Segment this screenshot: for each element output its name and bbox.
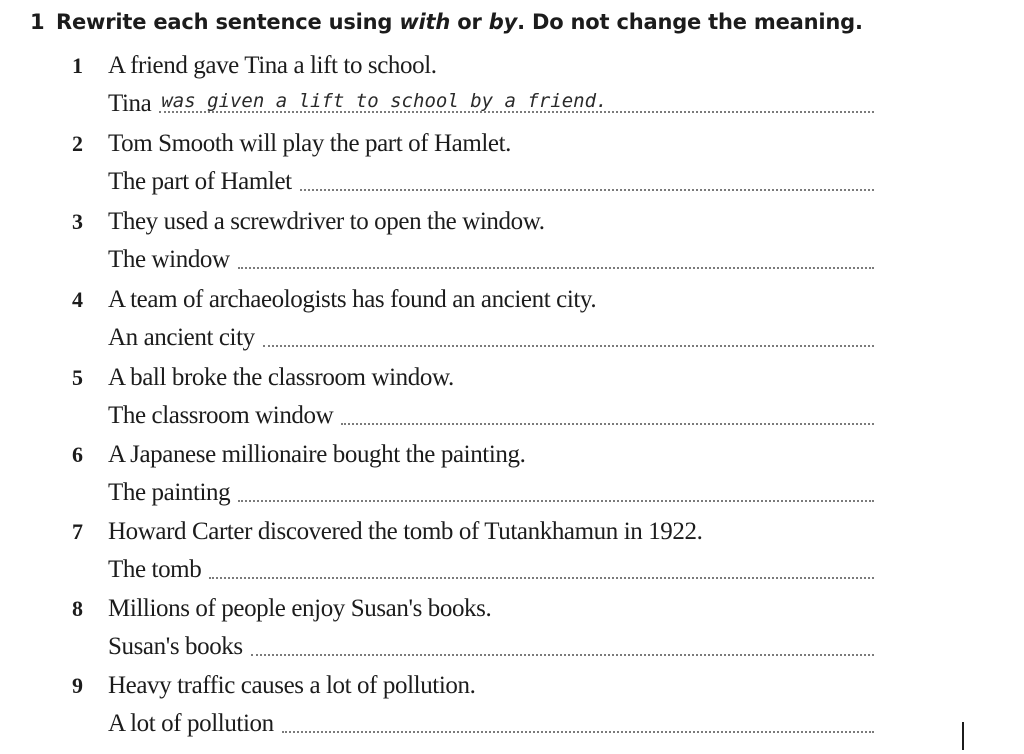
answer-blank[interactable] <box>282 717 874 733</box>
item-number: 8 <box>72 596 83 621</box>
exercise-item-1 <box>72 48 874 126</box>
item-question <box>72 48 437 84</box>
item-number: 7 <box>72 519 83 544</box>
instruction-text-1: Rewrite each sentence using <box>56 10 400 34</box>
answer-blank[interactable] <box>251 640 874 656</box>
item-number: 2 <box>72 131 83 156</box>
item-question <box>72 668 475 704</box>
item-stem: The tomb <box>108 556 202 583</box>
item-stem: An ancient city <box>108 324 255 351</box>
answer-blank[interactable] <box>238 253 874 269</box>
item-sentence: A friend gave Tina a lift to school. <box>108 52 437 79</box>
item-number: 1 <box>72 53 83 78</box>
item-stem: The part of Hamlet <box>108 168 292 195</box>
answer-blank[interactable] <box>341 409 874 425</box>
item-sentence: A ball broke the classroom window. <box>108 364 454 391</box>
item-answer-line <box>108 242 874 278</box>
exercise-item-7 <box>72 514 874 592</box>
instruction-text-2: or <box>450 10 489 34</box>
item-answer-line <box>108 164 874 200</box>
item-answer-line <box>108 706 874 742</box>
item-number: 4 <box>72 287 83 312</box>
instruction-word-with: with <box>399 10 451 34</box>
item-sentence: Howard Carter discovered the tomb of Tutankhamun in 1922. <box>108 518 703 545</box>
item-stem: Tina <box>108 90 152 117</box>
item-question <box>72 591 491 627</box>
item-stem: The painting <box>108 479 231 506</box>
item-question <box>72 204 545 240</box>
item-number: 3 <box>72 209 83 234</box>
item-number: 5 <box>72 365 83 390</box>
instruction-text-3: . Do not change the meaning. <box>517 10 863 34</box>
exercise-item-5 <box>72 360 874 438</box>
instruction-word-by: by <box>488 10 518 34</box>
item-question <box>72 437 525 473</box>
item-question <box>72 126 511 162</box>
answer-blank[interactable] <box>159 90 874 113</box>
exercise-item-9 <box>72 668 874 746</box>
exercise-item-8 <box>72 591 874 669</box>
answer-blank[interactable] <box>263 331 874 347</box>
handwritten-answer: was given a lift to school by a friend. <box>161 90 608 112</box>
exercise-number: 1 <box>30 10 45 34</box>
item-answer-line <box>108 320 874 356</box>
item-number: 9 <box>72 673 83 698</box>
exercise-heading <box>30 4 863 40</box>
item-answer-line <box>108 475 874 511</box>
item-question <box>72 514 702 550</box>
answer-blank[interactable] <box>238 486 874 502</box>
item-stem: The window <box>108 246 230 273</box>
item-sentence: A team of archaeologists has found an ancient city. <box>108 286 597 313</box>
exercise-item-2 <box>72 126 874 204</box>
item-stem: A lot of pollution <box>108 710 274 737</box>
item-stem: Susan's books <box>108 633 243 660</box>
answer-blank[interactable] <box>300 175 874 191</box>
exercise-item-4 <box>72 282 874 360</box>
item-number: 6 <box>72 442 83 467</box>
exercise-item-6 <box>72 437 874 515</box>
exercise-item-3 <box>72 204 874 282</box>
item-answer-line <box>108 398 874 434</box>
item-answer-line <box>108 86 874 122</box>
item-sentence: Tom Smooth will play the part of Hamlet. <box>108 130 512 157</box>
item-sentence: Millions of people enjoy Susan's books. <box>108 595 492 622</box>
item-question <box>72 360 454 396</box>
item-answer-line <box>108 629 874 665</box>
answer-blank[interactable] <box>209 563 874 579</box>
item-answer-line <box>108 552 874 588</box>
item-stem: The classroom window <box>108 402 334 429</box>
text-cursor <box>962 722 964 750</box>
item-sentence: They used a screwdriver to open the window. <box>108 208 545 235</box>
item-question <box>72 282 596 318</box>
item-sentence: A Japanese millionaire bought the painting. <box>108 441 526 468</box>
item-sentence: Heavy traffic causes a lot of pollution. <box>108 672 476 699</box>
